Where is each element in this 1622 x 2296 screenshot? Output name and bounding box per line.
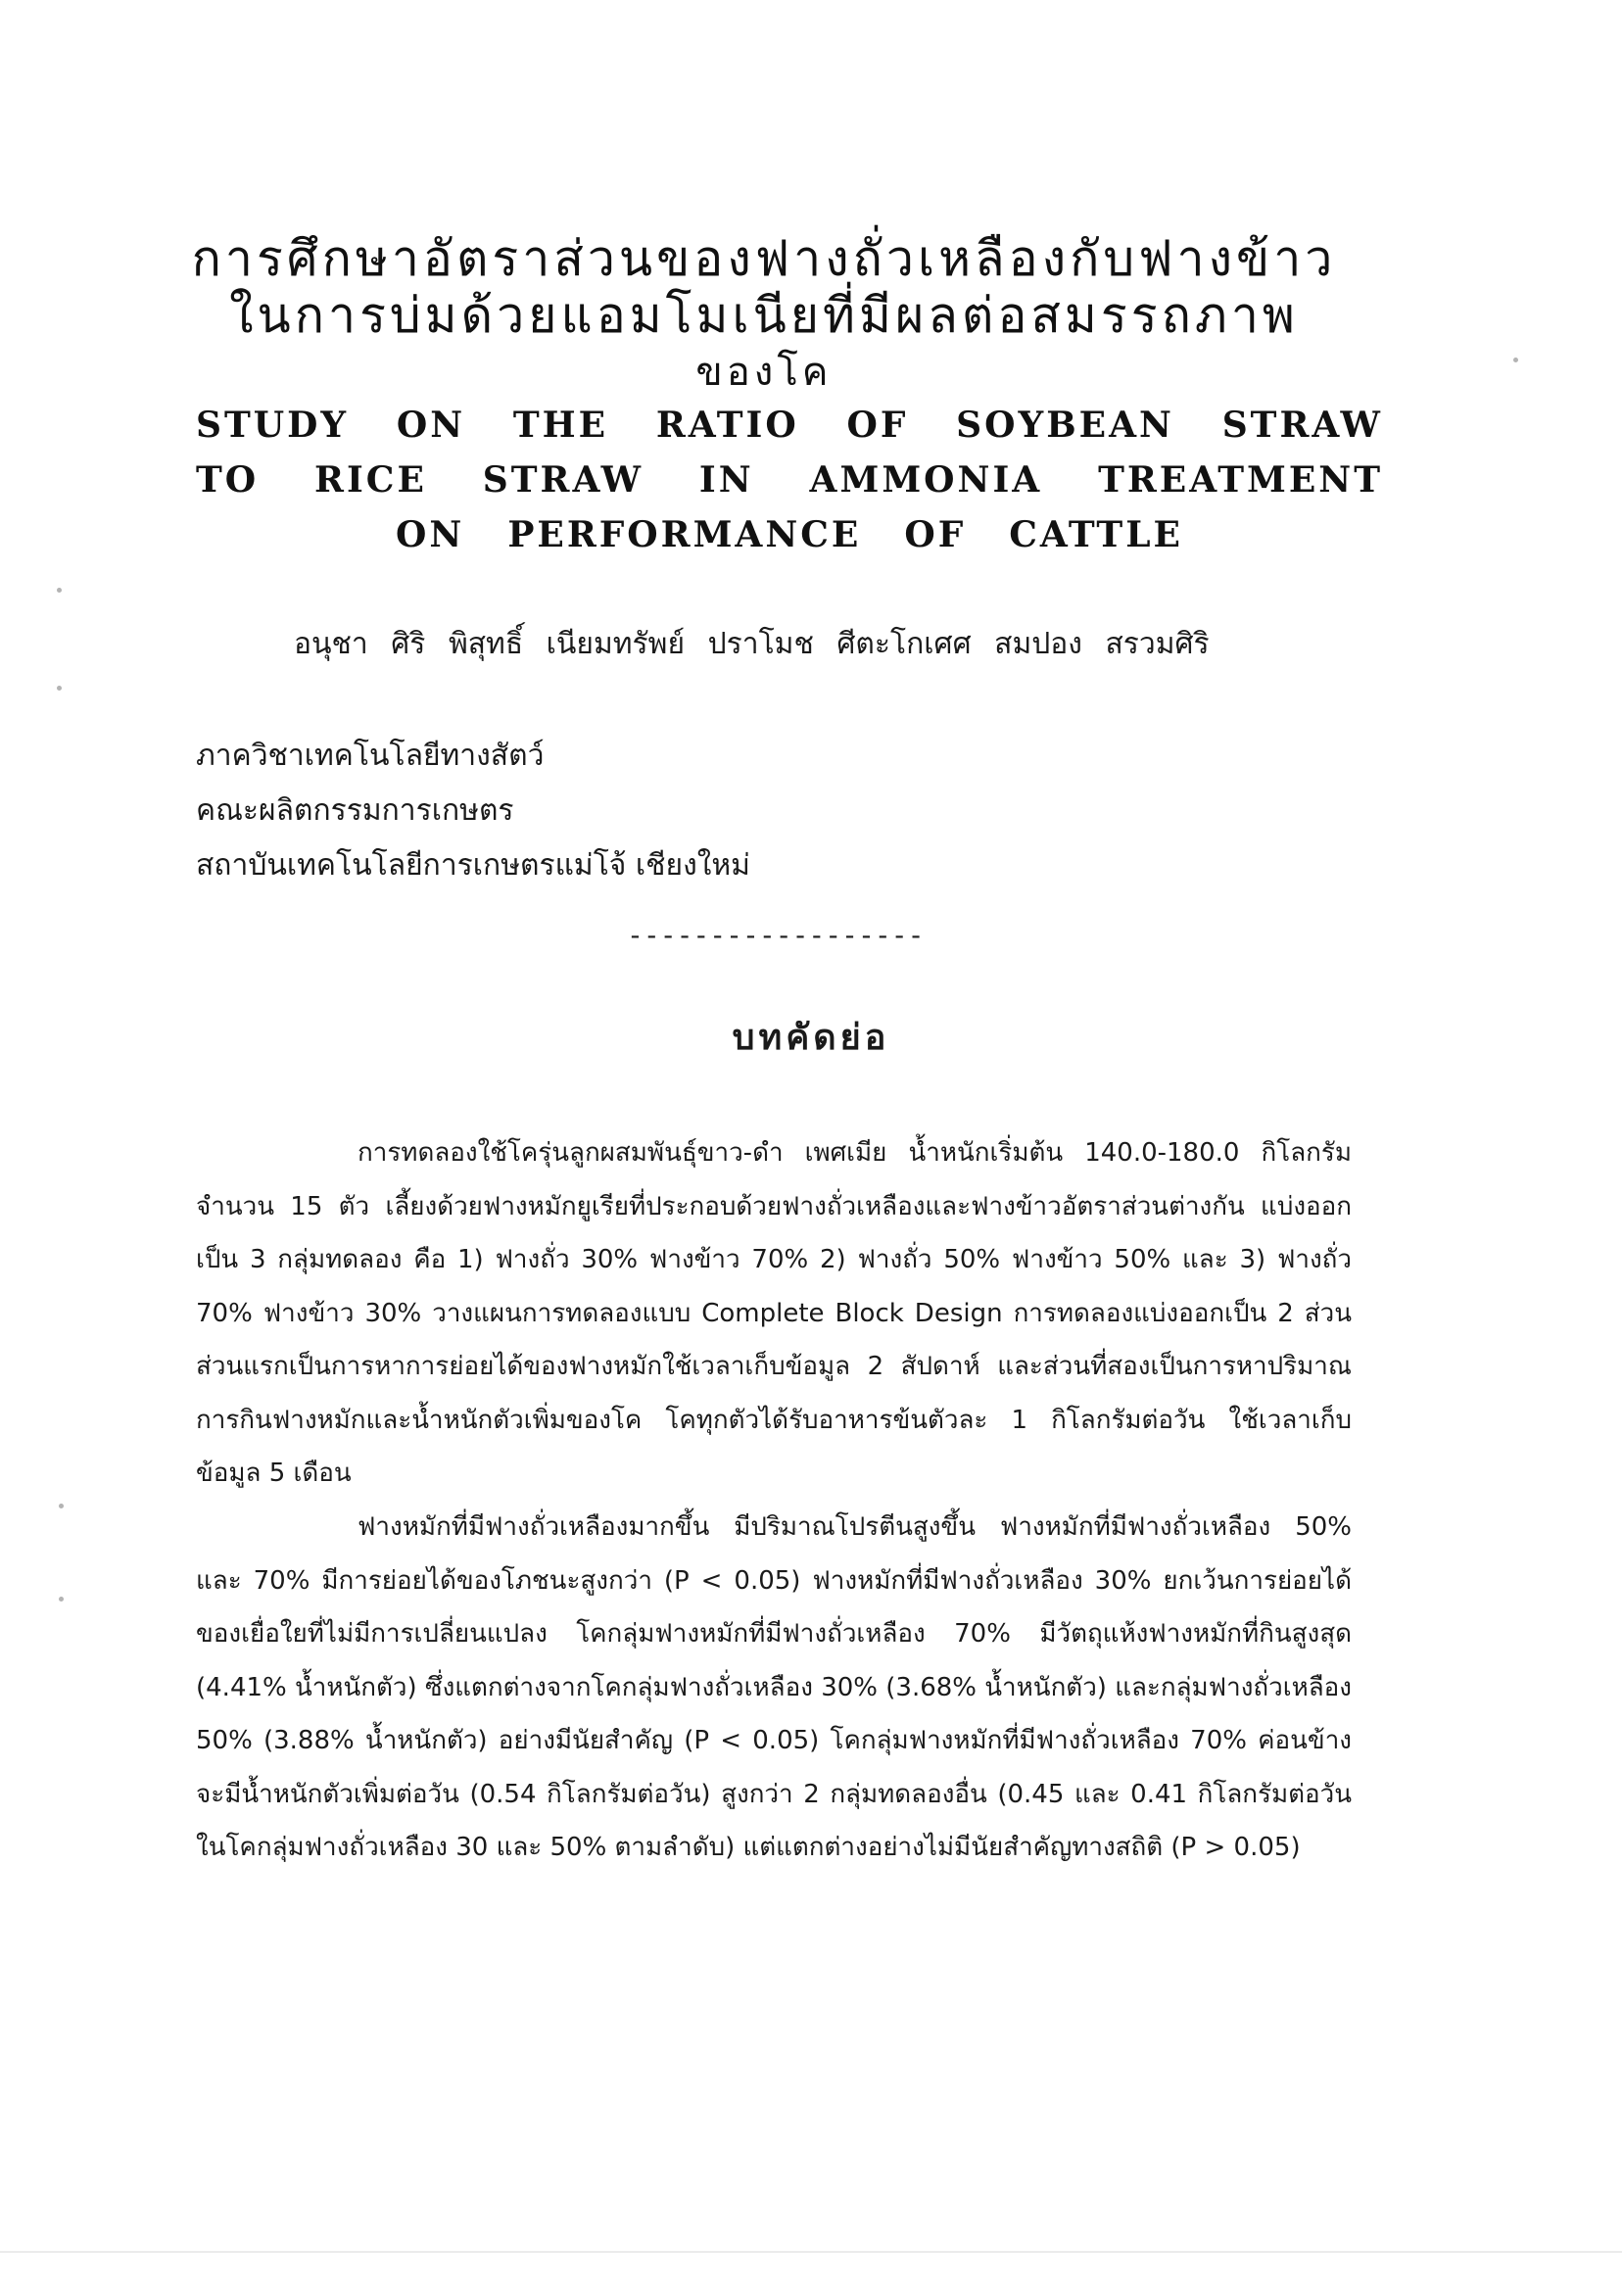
- title-word: RATIO: [655, 405, 799, 446]
- title-word: SOYBEAN: [956, 405, 1174, 446]
- scan-bottom-edge: [0, 2251, 1622, 2253]
- english-title-line-3: [196, 513, 1383, 556]
- abstract-paragraph-2: [196, 1501, 1352, 1875]
- scan-speck: [57, 686, 62, 691]
- abstract-text: การทดลองใช้โครุ่นลูกผสมพันธุ์ขาว-ดำ เพศเมีย น้ำหนักเริ่มต้น 140.0-180.0 กิโลกรัม จำนวน 15 ตัว เลี้ยงด้วยฟางหมักยูเรียที่ประกอบด้วยฟางถั่วเหลืองและฟางข้าวอัตราส่วนต่างกัน แบ่งออกเป็น 3 กลุ่มทดลอง คือ 1) ฟางถั่ว 30% ฟางข้าว 70% 2) ฟางถั่ว 50% ฟางข้าว 50% และ 3) ฟางถั่ว 70% ฟางข้าว 30% วางแผนการทดลองแบบ Complete Block Design การทดลองแบ่งออกเป็น 2 ส่วน ส่วนแรกเป็นการหาการย่อยได้ของฟางหมักใช้เวลาเก็บข้อมูล 2 สัปดาห์ และส่วนที่สองเป็นการหาปริมาณการกินฟางหมักและน้ำหนักตัวเพิ่มของโค โคทุกตัวได้รับอาหารข้นตัวละ 1 กิโลกรัมต่อวัน ใช้เวลาเก็บข้อมูล 5 เดือน: [196, 1138, 1352, 1488]
- thai-title-line-2: ในการบ่มด้วยแอมโมเนียที่มีผลต่อสมรรถภาพ: [229, 287, 1299, 344]
- title-word: TREATMENT: [1098, 459, 1383, 501]
- english-title-line-1: [196, 404, 1383, 447]
- english-title-line-2: [196, 458, 1383, 502]
- affiliation-faculty: คณะผลิตกรรมการเกษตร: [196, 793, 514, 828]
- thai-title-line-1: การศึกษาอัตราส่วนของฟางถั่วเหลืองกับฟางข้าว: [191, 230, 1337, 287]
- title-word: OF: [904, 514, 967, 555]
- title-word: CATTLE: [1009, 514, 1183, 555]
- title-word: THE: [512, 405, 609, 446]
- title-word: PERFORMANCE: [507, 514, 862, 555]
- scan-speck: [57, 588, 62, 593]
- abstract-heading: บทคัดย่อ: [732, 1017, 890, 1058]
- title-word: AMMONIA: [809, 459, 1043, 501]
- scan-speck: [59, 1504, 64, 1508]
- abstract-text: ฟางหมักที่มีฟางถั่วเหลืองมากขึ้น มีปริมาณโปรตีนสูงขึ้น ฟางหมักที่มีฟางถั่วเหลือง 50% และ 70% มีการย่อยได้ของโภชนะสูงกว่า (P < 0.05) ฟางหมักที่มีฟางถั่วเหลือง 30% ยกเว้นการย่อยได้ของเยื่อใยที่ไม่มีการเปลี่ยนแปลง โคกลุ่มฟางหมักที่มีฟางถั่วเหลือง 70% มีวัตถุแห้งฟางหมักที่กินสูงสุด (4.41% น้ำหนักตัว) ซึ่งแตกต่างจากโคกลุ่มฟางถั่วเหลือง 30% (3.68% น้ำหนักตัว) และกลุ่มฟางถั่วเหลือง 50% (3.88% น้ำหนักตัว) อย่างมีนัยสำคัญ (P < 0.05) โคกลุ่มฟางหมักที่มีฟางถั่วเหลือง 70% ค่อนข้างจะมีน้ำหนักตัวเพิ่มต่อวัน (0.54 กิโลกรัมต่อวัน) สูงกว่า 2 กลุ่มทดลองอื่น (0.45 และ 0.41 กิโลกรัมต่อวันในโคกลุ่มฟางถั่วเหลือง 30 และ 50% ตามลำดับ) แต่แตกต่างอย่างไม่มีนัยสำคัญทางสถิติ (P > 0.05): [196, 1512, 1352, 1862]
- author-list: อนุชา ศิริ พิสุทธิ์ เนียมทรัพย์ ปราโมช ศีตะโกเศศ สมปอง สรวมศิริ: [294, 627, 1210, 661]
- title-word: RICE: [314, 459, 427, 501]
- section-divider: ------------------: [627, 919, 925, 951]
- title-word: ON: [396, 514, 465, 555]
- scan-speck: [1513, 358, 1518, 362]
- thai-title-line-3: ของโค: [695, 350, 833, 395]
- affiliation-department: ภาควิชาเทคโนโลยีทางสัตว์: [196, 739, 545, 773]
- title-word: IN: [698, 459, 754, 501]
- title-word: TO: [196, 459, 260, 501]
- abstract-paragraph-1: [196, 1126, 1352, 1501]
- title-word: STUDY: [196, 405, 350, 446]
- affiliation-institute: สถาบันเทคโนโลยีการเกษตรแม่โจ้ เชียงใหม่: [196, 848, 750, 883]
- title-word: STRAW: [482, 459, 644, 501]
- title-word: STRAW: [1221, 405, 1383, 446]
- scan-speck: [59, 1597, 64, 1602]
- title-word: ON: [396, 405, 466, 446]
- title-word: OF: [846, 405, 909, 446]
